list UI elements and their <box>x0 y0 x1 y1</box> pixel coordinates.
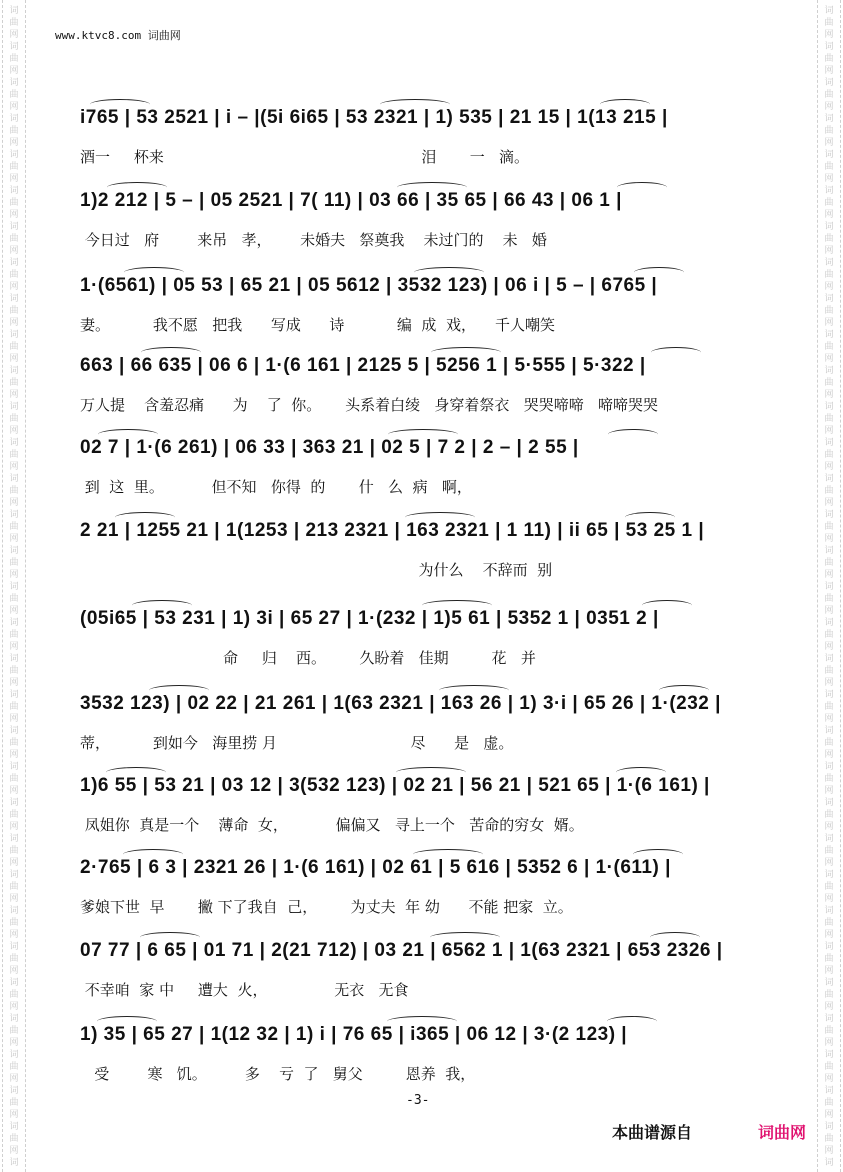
watermark-glyph: 网 <box>9 282 19 292</box>
lyrics-line: 妻。 我不愿 把我 写成 诗 编 成 戏， 千人嘲笑 <box>80 316 556 334</box>
watermark-glyph: 网 <box>824 210 834 220</box>
watermark-glyph: 曲 <box>9 198 19 208</box>
watermark-glyph: 网 <box>9 1074 19 1084</box>
watermark-glyph: 词 <box>824 1122 834 1132</box>
slur-mark <box>387 1016 457 1027</box>
watermark-glyph: 网 <box>9 318 19 328</box>
notation-line: 1) 35 | 65 27 | 1(12 32 | 1) i | 76 65 | i365 | 06 12 | 3·(2 123) | <box>80 1024 628 1045</box>
watermark-glyph: 网 <box>9 246 19 256</box>
watermark-glyph: 词 <box>9 510 19 520</box>
watermark-glyph: 网 <box>824 1110 834 1120</box>
watermark-glyph: 曲 <box>824 594 834 604</box>
slur-mark <box>397 182 467 193</box>
watermark-glyph: 词 <box>9 1014 19 1024</box>
watermark-glyph: 词 <box>824 150 834 160</box>
lyrics-line: 命 归 西。 久盼着 佳期 花 并 <box>80 649 536 667</box>
watermark-glyph: 网 <box>824 246 834 256</box>
watermark-glyph: 词 <box>824 366 834 376</box>
watermark-glyph: 曲 <box>9 774 19 784</box>
watermark-glyph: 曲 <box>824 414 834 424</box>
watermark-glyph: 词 <box>824 1014 834 1024</box>
watermark-glyph: 网 <box>9 894 19 904</box>
watermark-glyph: 词 <box>824 1050 834 1060</box>
watermark-glyph: 词 <box>9 762 19 772</box>
watermark-glyph: 曲 <box>9 1134 19 1144</box>
score-row <box>80 1024 770 1096</box>
watermark-glyph: 词 <box>9 978 19 988</box>
watermark-glyph: 网 <box>824 642 834 652</box>
score-row <box>80 608 770 680</box>
slur-mark <box>388 429 458 440</box>
watermark-glyph: 网 <box>9 138 19 148</box>
watermark-glyph: 网 <box>9 174 19 184</box>
watermark-glyph: 曲 <box>824 18 834 28</box>
watermark-glyph: 词 <box>824 1086 834 1096</box>
watermark-glyph: 曲 <box>824 450 834 460</box>
notation-line: i765 | 53 2521 | i – |(5i 6i65 | 53 2321 | 1) 535 | 21 15 | 1(13 215 | <box>80 107 668 128</box>
watermark-glyph: 词 <box>824 438 834 448</box>
watermark-glyph: 词 <box>9 294 19 304</box>
watermark-glyph: 网 <box>9 462 19 472</box>
watermark-glyph: 曲 <box>824 1098 834 1108</box>
watermark-glyph: 曲 <box>9 486 19 496</box>
right-watermark-strip <box>817 0 841 1172</box>
watermark-glyph: 词 <box>9 258 19 268</box>
watermark-glyph: 曲 <box>9 18 19 28</box>
watermark-glyph: 网 <box>824 858 834 868</box>
slur-mark <box>405 512 475 523</box>
watermark-glyph: 网 <box>824 282 834 292</box>
watermark-glyph: 曲 <box>824 270 834 280</box>
notation-line: 663 | 66 635 | 06 6 | 1·(6 161 | 2125 5 | 5256 1 | 5·555 | 5·322 | <box>80 355 646 376</box>
watermark-glyph: 网 <box>824 534 834 544</box>
watermark-glyph: 网 <box>9 678 19 688</box>
slur-mark <box>431 347 501 358</box>
lyrics-line: 不幸咱 家 中 遭大 火， 无衣 无食 <box>80 981 409 999</box>
watermark-glyph: 词 <box>9 150 19 160</box>
watermark-glyph: 曲 <box>824 882 834 892</box>
site-header: www.ktvc8.com 词曲网 <box>55 29 181 42</box>
watermark-glyph: 词 <box>9 546 19 556</box>
watermark-glyph: 曲 <box>9 414 19 424</box>
notation-line: 1)2 212 | 5 – | 05 2521 | 7( 11) | 03 66 | 35 65 | 66 43 | 06 1 | <box>80 190 622 211</box>
watermark-glyph: 曲 <box>824 738 834 748</box>
watermark-glyph: 网 <box>9 354 19 364</box>
watermark-glyph: 曲 <box>824 846 834 856</box>
score-row <box>80 275 770 347</box>
watermark-glyph: 网 <box>9 786 19 796</box>
notation-line: 02 7 | 1·(6 261) | 06 33 | 363 21 | 02 5 | 7 2 | 2 – | 2 55 | <box>80 437 579 458</box>
watermark-glyph: 词 <box>9 690 19 700</box>
notation-line: 3532 123) | 02 22 | 21 261 | 1(63 2321 | 163 26 | 1) 3·i | 65 26 | 1·(232 | <box>80 693 721 714</box>
watermark-glyph: 网 <box>9 822 19 832</box>
watermark-glyph: 曲 <box>824 1134 834 1144</box>
watermark-glyph: 网 <box>9 102 19 112</box>
watermark-glyph: 网 <box>824 138 834 148</box>
slur-mark <box>98 429 158 440</box>
slur-mark <box>634 267 684 278</box>
watermark-glyph: 曲 <box>824 198 834 208</box>
watermark-glyph: 词 <box>9 6 19 16</box>
watermark-glyph: 网 <box>824 786 834 796</box>
watermark-glyph: 曲 <box>9 1062 19 1072</box>
watermark-glyph: 词 <box>824 510 834 520</box>
slur-mark <box>600 99 650 110</box>
watermark-glyph: 词 <box>824 1158 834 1168</box>
score-row <box>80 520 770 592</box>
watermark-glyph: 网 <box>824 606 834 616</box>
slur-mark <box>141 347 201 358</box>
watermark-glyph: 网 <box>824 102 834 112</box>
lyrics-line: 酒一 杯来 泪 一 滴。 <box>80 148 529 166</box>
watermark-glyph: 网 <box>9 210 19 220</box>
watermark-glyph: 网 <box>824 750 834 760</box>
watermark-glyph: 曲 <box>9 630 19 640</box>
watermark-glyph: 词 <box>824 186 834 196</box>
watermark-glyph: 词 <box>9 438 19 448</box>
watermark-glyph: 网 <box>9 930 19 940</box>
notation-line: 1·(6561) | 05 53 | 65 21 | 05 5612 | 3532 123) | 06 i | 5 – | 6765 | <box>80 275 658 296</box>
score-row <box>80 190 770 262</box>
watermark-glyph: 曲 <box>9 342 19 352</box>
watermark-glyph: 词 <box>824 690 834 700</box>
watermark-glyph: 词 <box>9 42 19 52</box>
watermark-glyph: 曲 <box>9 306 19 316</box>
watermark-glyph: 曲 <box>9 954 19 964</box>
slur-mark <box>633 849 683 860</box>
watermark-glyph: 词 <box>9 870 19 880</box>
watermark-glyph: 曲 <box>9 594 19 604</box>
slur-mark <box>107 182 167 193</box>
watermark-glyph: 网 <box>824 66 834 76</box>
watermark-glyph: 词 <box>9 186 19 196</box>
watermark-glyph: 网 <box>9 966 19 976</box>
watermark-glyph: 词 <box>9 726 19 736</box>
watermark-glyph: 词 <box>9 618 19 628</box>
score-row <box>80 857 770 929</box>
watermark-glyph: 词 <box>9 222 19 232</box>
watermark-glyph: 词 <box>9 582 19 592</box>
watermark-glyph: 词 <box>824 42 834 52</box>
watermark-glyph: 曲 <box>9 126 19 136</box>
watermark-glyph: 网 <box>824 930 834 940</box>
lyrics-line: 今日过 府 来吊 孝， 未婚夫 祭奠我 未过门的 未 婚 <box>80 231 547 249</box>
slur-mark <box>651 347 701 358</box>
watermark-glyph: 网 <box>9 534 19 544</box>
watermark-glyph: 曲 <box>824 810 834 820</box>
slur-mark <box>430 932 500 943</box>
watermark-glyph: 曲 <box>9 270 19 280</box>
watermark-glyph: 网 <box>824 354 834 364</box>
notation-line: 2·765 | 6 3 | 2321 26 | 1·(6 161) | 02 61 | 5 616 | 5352 6 | 1·(611) | <box>80 857 671 878</box>
watermark-glyph: 网 <box>9 714 19 724</box>
watermark-glyph: 曲 <box>824 378 834 388</box>
watermark-glyph: 网 <box>824 1146 834 1156</box>
slur-mark <box>124 267 184 278</box>
watermark-glyph: 网 <box>9 1002 19 1012</box>
watermark-glyph: 词 <box>824 546 834 556</box>
watermark-glyph: 网 <box>824 894 834 904</box>
watermark-glyph: 曲 <box>824 774 834 784</box>
watermark-glyph: 曲 <box>824 90 834 100</box>
watermark-glyph: 网 <box>824 966 834 976</box>
watermark-glyph: 曲 <box>9 1026 19 1036</box>
watermark-glyph: 曲 <box>9 846 19 856</box>
lyrics-line: 到 这 里。 但不知 你得 的 什 么 病 啊， <box>80 478 472 496</box>
lyrics-line: 凤姐你 真是一个 薄命 女， 偏偏又 寻上一个 苦命的穷女 婿。 <box>80 816 584 834</box>
watermark-glyph: 词 <box>824 402 834 412</box>
left-watermark-strip <box>2 0 26 1172</box>
watermark-glyph: 网 <box>824 30 834 40</box>
watermark-glyph: 词 <box>9 942 19 952</box>
watermark-glyph: 词 <box>824 834 834 844</box>
watermark-glyph: 网 <box>9 642 19 652</box>
notation-line: 2 21 | 1255 21 | 1(1253 | 213 2321 | 163 2321 | 1 11) | ii 65 | 53 25 1 | <box>80 520 705 541</box>
score-row <box>80 355 770 427</box>
watermark-glyph: 曲 <box>9 1098 19 1108</box>
brand-label: 词曲网 <box>758 1123 807 1142</box>
slur-mark <box>642 600 692 611</box>
watermark-glyph: 词 <box>9 366 19 376</box>
slur-mark <box>132 600 192 611</box>
watermark-glyph: 曲 <box>9 234 19 244</box>
notation-line: (05i65 | 53 231 | 1) 3i | 65 27 | 1·(232 | 1)5 61 | 5352 1 | 0351 2 | <box>80 608 659 629</box>
watermark-glyph: 网 <box>9 570 19 580</box>
watermark-glyph: 词 <box>824 294 834 304</box>
watermark-glyph: 曲 <box>824 126 834 136</box>
watermark-glyph: 词 <box>824 978 834 988</box>
slur-mark <box>608 429 658 440</box>
watermark-glyph: 网 <box>9 750 19 760</box>
watermark-glyph: 曲 <box>824 918 834 928</box>
watermark-glyph: 曲 <box>9 738 19 748</box>
watermark-glyph: 网 <box>9 1146 19 1156</box>
watermark-glyph: 网 <box>9 1110 19 1120</box>
watermark-glyph: 词 <box>9 402 19 412</box>
watermark-glyph: 曲 <box>824 630 834 640</box>
watermark-glyph: 曲 <box>9 450 19 460</box>
watermark-glyph: 词 <box>9 114 19 124</box>
watermark-glyph: 词 <box>824 618 834 628</box>
watermark-glyph: 词 <box>9 834 19 844</box>
watermark-glyph: 曲 <box>824 54 834 64</box>
score-row <box>80 940 770 1012</box>
slur-mark <box>625 512 675 523</box>
slur-mark <box>396 767 466 778</box>
watermark-glyph: 词 <box>824 726 834 736</box>
slur-mark <box>106 767 166 778</box>
watermark-glyph: 词 <box>9 1158 19 1168</box>
watermark-glyph: 词 <box>824 258 834 268</box>
watermark-glyph: 网 <box>824 1038 834 1048</box>
watermark-glyph: 词 <box>824 78 834 88</box>
watermark-glyph: 网 <box>9 426 19 436</box>
watermark-glyph: 曲 <box>824 522 834 532</box>
watermark-glyph: 词 <box>9 1086 19 1096</box>
slur-mark <box>439 685 509 696</box>
slur-mark <box>115 512 175 523</box>
watermark-glyph: 网 <box>824 390 834 400</box>
lyrics-line: 爹娘下世 早 撇 下了我自 己， 为丈夫 年 幼 不能 把家 立。 <box>80 898 573 916</box>
watermark-glyph: 曲 <box>9 882 19 892</box>
watermark-glyph: 网 <box>824 426 834 436</box>
watermark-glyph: 曲 <box>9 666 19 676</box>
watermark-glyph: 曲 <box>824 486 834 496</box>
watermark-glyph: 网 <box>824 462 834 472</box>
watermark-glyph: 网 <box>824 174 834 184</box>
slur-mark <box>414 267 484 278</box>
watermark-glyph: 曲 <box>9 90 19 100</box>
watermark-glyph: 词 <box>9 78 19 88</box>
watermark-glyph: 词 <box>9 1122 19 1132</box>
watermark-glyph: 网 <box>824 822 834 832</box>
watermark-glyph: 曲 <box>9 918 19 928</box>
slur-mark <box>422 600 492 611</box>
watermark-glyph: 曲 <box>9 378 19 388</box>
watermark-glyph: 曲 <box>9 702 19 712</box>
watermark-glyph: 词 <box>824 474 834 484</box>
watermark-glyph: 曲 <box>9 558 19 568</box>
watermark-glyph: 曲 <box>9 810 19 820</box>
watermark-glyph: 网 <box>9 606 19 616</box>
lyrics-line: 万人提 含羞忍痛 为 了 你。 头系着白绫 身穿着祭衣 哭哭啼啼 啼啼哭哭 <box>80 396 659 414</box>
slur-mark <box>149 685 209 696</box>
watermark-glyph: 词 <box>9 330 19 340</box>
watermark-glyph: 网 <box>824 318 834 328</box>
score-row <box>80 107 770 179</box>
watermark-glyph: 曲 <box>824 558 834 568</box>
notation-line: 1)6 55 | 53 21 | 03 12 | 3(532 123) | 02 21 | 56 21 | 521 65 | 1·(6 161) | <box>80 775 710 796</box>
slur-mark <box>607 1016 657 1027</box>
watermark-glyph: 网 <box>824 1002 834 1012</box>
watermark-glyph: 网 <box>824 678 834 688</box>
watermark-glyph: 词 <box>824 762 834 772</box>
lyrics-line: 受 寒 饥。 多 亏 了 舅父 恩养 我， <box>80 1065 476 1083</box>
watermark-glyph: 网 <box>824 498 834 508</box>
watermark-glyph: 网 <box>9 858 19 868</box>
watermark-glyph: 词 <box>9 474 19 484</box>
watermark-glyph: 曲 <box>824 234 834 244</box>
watermark-glyph: 词 <box>9 654 19 664</box>
watermark-glyph: 曲 <box>824 1026 834 1036</box>
watermark-glyph: 词 <box>9 906 19 916</box>
watermark-glyph: 词 <box>824 6 834 16</box>
watermark-glyph: 曲 <box>824 306 834 316</box>
lyrics-line: 为什么 不辞而 别 <box>80 561 553 579</box>
watermark-glyph: 词 <box>824 114 834 124</box>
watermark-glyph: 曲 <box>824 702 834 712</box>
score-row <box>80 775 770 847</box>
watermark-glyph: 曲 <box>824 162 834 172</box>
watermark-glyph: 词 <box>824 906 834 916</box>
page-number: -3- <box>406 1093 430 1108</box>
watermark-glyph: 曲 <box>824 1062 834 1072</box>
watermark-glyph: 曲 <box>9 162 19 172</box>
slur-mark <box>140 932 200 943</box>
watermark-glyph: 曲 <box>9 990 19 1000</box>
lyrics-line: 蒂， 到如今 海里捞 月 尽 是 虚。 <box>80 734 514 752</box>
watermark-glyph: 网 <box>9 30 19 40</box>
watermark-glyph: 曲 <box>9 54 19 64</box>
watermark-glyph: 曲 <box>824 990 834 1000</box>
slur-mark <box>650 932 700 943</box>
watermark-glyph: 词 <box>824 798 834 808</box>
watermark-glyph: 词 <box>824 942 834 952</box>
watermark-glyph: 曲 <box>9 522 19 532</box>
score-row <box>80 693 770 765</box>
watermark-glyph: 词 <box>824 654 834 664</box>
notation-line: 07 77 | 6 65 | 01 71 | 2(21 712) | 03 21 | 6562 1 | 1(63 2321 | 653 2326 | <box>80 940 723 961</box>
watermark-glyph: 曲 <box>824 342 834 352</box>
watermark-glyph: 网 <box>9 390 19 400</box>
watermark-glyph: 网 <box>9 498 19 508</box>
slur-mark <box>90 99 150 110</box>
watermark-glyph: 词 <box>824 870 834 880</box>
watermark-glyph: 网 <box>9 1038 19 1048</box>
watermark-glyph: 词 <box>9 798 19 808</box>
watermark-glyph: 网 <box>824 1074 834 1084</box>
watermark-glyph: 网 <box>9 66 19 76</box>
slur-mark <box>123 849 183 860</box>
source-label: 本曲谱源自 <box>612 1123 693 1142</box>
watermark-glyph: 网 <box>824 714 834 724</box>
watermark-glyph: 曲 <box>824 666 834 676</box>
slur-mark <box>380 99 450 110</box>
watermark-glyph: 曲 <box>824 954 834 964</box>
slur-mark <box>97 1016 157 1027</box>
watermark-glyph: 网 <box>824 570 834 580</box>
watermark-glyph: 词 <box>824 330 834 340</box>
slur-mark <box>617 182 667 193</box>
slur-mark <box>413 849 483 860</box>
slur-mark <box>659 685 709 696</box>
watermark-glyph: 词 <box>824 582 834 592</box>
score-row <box>80 437 770 509</box>
watermark-glyph: 词 <box>824 222 834 232</box>
watermark-glyph: 词 <box>9 1050 19 1060</box>
slur-mark <box>616 767 666 778</box>
